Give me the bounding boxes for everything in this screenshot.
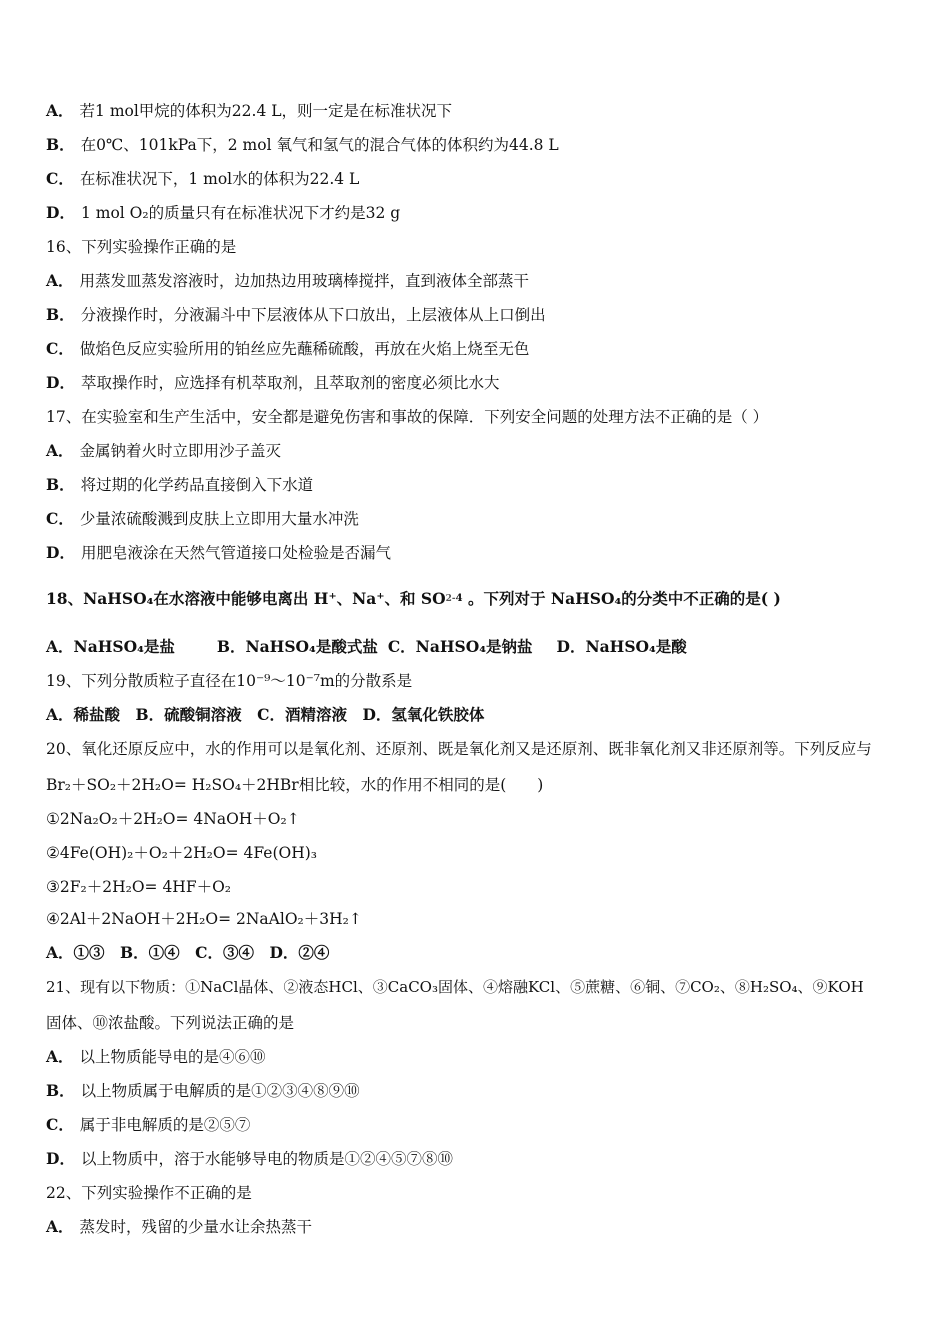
q21-stem-line2: 固体、⑩浓盐酸。下列说法正确的是 — [46, 1014, 295, 1032]
q16-option-a — [46, 270, 910, 292]
q16-stem: 16、下列实验操作正确的是 — [46, 238, 237, 256]
option-text: 萃取操作时，应选择有机萃取剂，且萃取剂的密度必须比水大 — [80, 374, 500, 392]
q22-stem: 22、下列实验操作不正确的是 — [46, 1184, 252, 1202]
option-label: D． — [46, 203, 75, 222]
q21-option-c — [46, 1114, 910, 1136]
q18-option-c: C．NaHSO₄是钠盐 — [387, 637, 533, 656]
option-label: B． — [46, 305, 75, 324]
q20-reaction-1: ①2Na₂O₂＋2H₂O= 4NaOH＋O₂↑ — [46, 810, 300, 828]
q16-option-b — [46, 304, 910, 326]
sulfate-subscript: 4 — [455, 593, 463, 604]
option-text: 以上物质中，溶于水能够导电的物质是①②④⑤⑦⑧⑩ — [80, 1150, 453, 1168]
q20-options: A．①③ B．①④ C．③④ D．②④ — [46, 943, 330, 962]
q19-options: A．稀盐酸 B．硫酸铜溶液 C．酒精溶液 D．氢氧化铁胶体 — [46, 705, 485, 724]
option-label: A． — [46, 101, 74, 120]
q16-option-d — [46, 372, 910, 394]
option-label: B． — [46, 475, 75, 494]
option-text: 以上物质能导电的是④⑥⑩ — [79, 1048, 266, 1066]
option-label: A． — [46, 441, 74, 460]
option-label: C． — [46, 339, 74, 358]
option-label: B． — [46, 135, 75, 154]
option-label: A． — [46, 271, 74, 290]
q18-option-a: A．NaHSO₄是盐 — [46, 637, 175, 656]
q17-option-d — [46, 542, 910, 564]
q17-option-a — [46, 440, 910, 462]
option-label: A． — [46, 1217, 74, 1236]
q18-option-d: D．NaHSO₄是酸 — [556, 637, 687, 656]
q18-stem-post: 。下列对于 NaHSO₄的分类中不正确的是( ) — [468, 589, 781, 608]
option-text: 将过期的化学药品直接倒入下水道 — [80, 476, 314, 494]
q20-reaction-3: ③2F₂＋2H₂O= 4HF＋O₂ — [46, 878, 231, 896]
option-text: 在0℃、101kPa下，2 mol 氧气和氢气的混合气体的体积约为44.8 L — [80, 136, 559, 154]
option-text: 在标准状况下，1 mol水的体积为22.4 L — [79, 170, 360, 188]
q21-option-b — [46, 1080, 910, 1102]
q20-stem-line2: Br₂＋SO₂＋2H₂O= H₂SO₄＋2HBr相比较，水的作用不相同的是( ) — [46, 776, 544, 794]
option-text: 分液操作时，分液漏斗中下层液体从下口放出，上层液体从上口倒出 — [80, 306, 546, 324]
q15-option-d — [46, 202, 910, 224]
option-text: 做焰色反应实验所用的铂丝应先蘸稀硫酸，再放在火焰上烧至无色 — [79, 340, 530, 358]
option-text: 用肥皂液涂在天然气管道接口处检验是否漏气 — [80, 544, 391, 562]
q19-stem: 19、下列分散质粒子直径在10⁻⁹～10⁻⁷m的分散系是 — [46, 672, 413, 690]
option-label: C． — [46, 509, 74, 528]
option-label: D． — [46, 543, 75, 562]
q17-stem: 17、在实验室和生产生活中，安全都是避免伤害和事故的保障．下列安全问题的处理方法不正确的是（ ） — [46, 408, 769, 426]
q21-option-a — [46, 1046, 910, 1068]
option-text: 金属钠着火时立即用沙子盖灭 — [79, 442, 282, 460]
q16-option-c — [46, 338, 910, 360]
option-label: B． — [46, 1081, 75, 1100]
q22-option-a — [46, 1216, 910, 1238]
option-label: D． — [46, 1149, 75, 1168]
q21-option-d — [46, 1148, 910, 1170]
option-label: C． — [46, 169, 74, 188]
option-text: 少量浓硫酸溅到皮肤上立即用大量水冲洗 — [79, 510, 359, 528]
q18-stem-pre: 18、NaHSO₄在水溶液中能够电离出 H⁺、Na⁺、和 SO — [46, 589, 446, 608]
option-text: 蒸发时，残留的少量水让余热蒸干 — [79, 1218, 313, 1236]
q17-option-c — [46, 508, 910, 530]
option-label: A． — [46, 1047, 74, 1066]
q20-reaction-4: ④2Al＋2NaOH＋2H₂O= 2NaAlO₂＋3H₂↑ — [46, 910, 362, 928]
q21-stem-line1: 21、现有以下物质：①NaCl晶体、②液态HCl、③CaCO₃固体、④熔融KCl、⑤蔗糖、⑥铜、⑦CO₂、⑧H₂SO₄、⑨KOH — [46, 978, 864, 996]
q15-option-a — [46, 100, 910, 122]
sulfate-charge: 2- — [445, 594, 456, 604]
option-text: 以上物质属于电解质的是①②③④⑧⑨⑩ — [80, 1082, 360, 1100]
q15-option-b — [46, 134, 910, 156]
option-text: 若1 mol甲烷的体积为22.4 L，则一定是在标准状况下 — [79, 102, 453, 120]
q17-option-b — [46, 474, 910, 496]
option-label: C． — [46, 1115, 74, 1134]
option-text: 属于非电解质的是②⑤⑦ — [79, 1116, 251, 1134]
q18-option-b: B．NaHSO₄是酸式盐 — [216, 637, 378, 656]
q18-options — [46, 636, 910, 658]
option-text: 用蒸发皿蒸发溶液时，边加热边用玻璃棒搅拌，直到液体全部蒸干 — [79, 272, 530, 290]
q20-reaction-2: ②4Fe(OH)₂＋O₂＋2H₂O= 4Fe(OH)₃ — [46, 844, 317, 862]
q20-stem-line1: 20、氧化还原反应中，水的作用可以是氧化剂、还原剂、既是氧化剂又是还原剂、既非氧化剂又非还原剂等。下列反应与 — [46, 740, 872, 758]
q15-option-c — [46, 168, 910, 190]
option-text: 1 mol O₂的质量只有在标准状况下才约是32 g — [80, 204, 401, 222]
option-label: D． — [46, 373, 75, 392]
q18-stem — [46, 588, 910, 610]
